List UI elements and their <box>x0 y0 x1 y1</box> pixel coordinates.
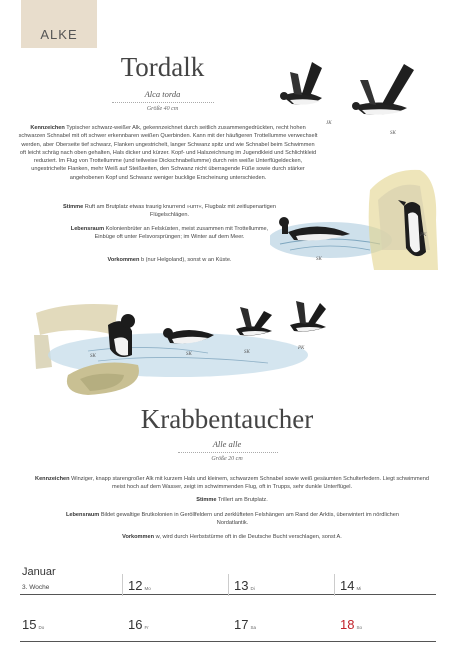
species2-voice-label: Stimme <box>196 497 217 503</box>
day-weekday: Do <box>38 625 45 630</box>
calendar-week: 3. Woche <box>22 584 50 591</box>
species2-description <box>32 475 432 492</box>
plate-label-5: SK <box>90 354 96 359</box>
species1-title: Tordalk <box>120 52 205 82</box>
species1-latin: Alca torda <box>144 89 181 99</box>
species2-size: Größe 20 cm <box>211 456 243 462</box>
species1-habitat-text: Kolonienbrüter an Felsküsten, meist zusammen mit Trottellumme, Einbüge oft unter Felsvorsprüngen; im Winter auf dem Meer. <box>94 226 269 241</box>
day-weekday: Mo <box>144 586 151 591</box>
calendar-day-sunday[interactable] <box>340 617 362 632</box>
day-weekday: Fr <box>144 625 149 630</box>
calendar-separator <box>334 574 335 596</box>
calendar-month: Januar <box>22 566 56 578</box>
species1-voice-text: Ruft am Brutplatz etwas traurig knurrend »urrr«, Flugbalz mit zeitlupenartigen Flügelschlägen. <box>84 204 276 219</box>
little-auk-flying-2 <box>290 301 326 332</box>
section-tab-label: ALKE <box>40 27 78 42</box>
calendar-day[interactable] <box>234 578 255 593</box>
species1-size: Größe 40 cm <box>146 106 179 112</box>
species2-latin: Alle alle <box>212 439 242 449</box>
species2-occurrence <box>32 533 432 541</box>
species1-occurrence-label: Vorkommen <box>107 257 140 263</box>
species2-voice <box>32 496 432 504</box>
species2-occurrence-label: Vorkommen <box>122 534 155 540</box>
calendar-day[interactable] <box>234 617 256 632</box>
species2-rule <box>178 452 278 453</box>
species1-voice <box>62 203 277 220</box>
species1-habitat-label: Lebensraum <box>70 226 105 232</box>
species2-habitat <box>55 511 410 528</box>
day-number: 17 <box>234 617 249 632</box>
plate-label-3: SK <box>316 257 322 262</box>
day-number: 13 <box>234 578 249 593</box>
day-number: 15 <box>22 617 37 632</box>
day-number: 18 <box>340 617 355 632</box>
species1-habitat <box>62 225 277 242</box>
day-number: 16 <box>128 617 143 632</box>
species1-voice-label: Stimme <box>63 204 84 210</box>
species1-occurrence <box>62 256 277 264</box>
plate-label-4: PK <box>420 233 427 238</box>
day-weekday: Di <box>250 586 255 591</box>
day-number: 14 <box>340 578 355 593</box>
calendar-day[interactable] <box>340 578 361 593</box>
species2-title: Krabbentaucher <box>140 404 314 434</box>
calendar-separator <box>228 574 229 596</box>
species2-habitat-text: Bildet gewaltige Brutkolonien in Geröllfeldern und zerklüfteten Felshängen am Rand der Arktis, überwintert im nördlichen Nordatlantik. <box>100 512 399 527</box>
plate-label-2: SK <box>390 131 396 136</box>
species1-rule <box>112 102 214 103</box>
species1-description-label: Kennzeichen <box>30 125 65 131</box>
day-weekday: Mi <box>356 586 362 591</box>
calendar-day[interactable] <box>22 617 44 632</box>
calendar-day[interactable] <box>128 617 149 632</box>
species2-description-text: Winziger, knapp starengroßer Alk mit kurzem Hals und kleinem, schwarzem Schnabel sowie weiß gesäumten Schulterfedern. Liegt schwimmend meist hoch auf dem Wasser, zeigt im schwimmenden Flug, oft in Trupps, sehr dunkle Unterflügel. <box>71 476 429 491</box>
species2-description-label: Kennzeichen <box>35 476 70 482</box>
species1-occurrence-text: b (nur Helgoland), sonst w an Küste. <box>141 257 232 263</box>
section-tab <box>21 0 97 48</box>
little-auk-flying-1 <box>236 307 272 336</box>
calendar-separator <box>122 574 123 596</box>
day-weekday: Sa <box>250 625 256 630</box>
calendar-day[interactable] <box>128 578 151 593</box>
species2-occurrence-text: w, wird durch Herbststürme oft in die Deutsche Bucht verschlagen, sonst A. <box>155 534 342 540</box>
species2-habitat-label: Lebensraum <box>65 512 100 518</box>
plate-label-1: JK <box>326 121 332 126</box>
plate-label-6: SK <box>186 352 192 357</box>
day-number: 12 <box>128 578 143 593</box>
day-weekday: So <box>356 625 362 630</box>
species1-description-text: Typischer schwarz-weißer Alk, gekennzeichnet durch seitlich zusammengedrückten, recht hohen schwarzen Schnabel mit oft schwer erkennbaren weißen Querbinden. Kann mit der häufigeren Trottellumme verwechselt werden, aber Oberseite tief schwarz, Flanken ungestrichelt, langer Schwanz spitz und wie Schnabel beim Schwimmen oft leicht schräg nach oben gehalten, Hals dicker und kürzer. Kopf- und Halszeichnung im Jugendkleid und Schlichtkleid reduziert. Im Flug von Trottellumme (und teilweise Dickschnabellumme) durch rein weiße Unterflügeldecken, ungestrichelte Flanken, mehr Weiß auf Steißseiten, den Schwanz nicht überragende Füße sowie durch stärker angehobenen Kopf und Schwanz weniger bucklige Erscheinung unterschieden. <box>18 125 318 181</box>
plate-label-8: PK <box>298 346 305 351</box>
razorbill-flying-1 <box>280 62 322 105</box>
razorbill-flying-2 <box>352 64 414 115</box>
calendar-divider-bottom <box>20 641 436 642</box>
little-auk-illustration <box>28 295 328 400</box>
razorbill-swimming-cliff-illustration <box>270 160 440 270</box>
species2-voice-text: Trillert am Brutplatz. <box>217 497 268 503</box>
plate-label-7: SK <box>244 350 250 355</box>
